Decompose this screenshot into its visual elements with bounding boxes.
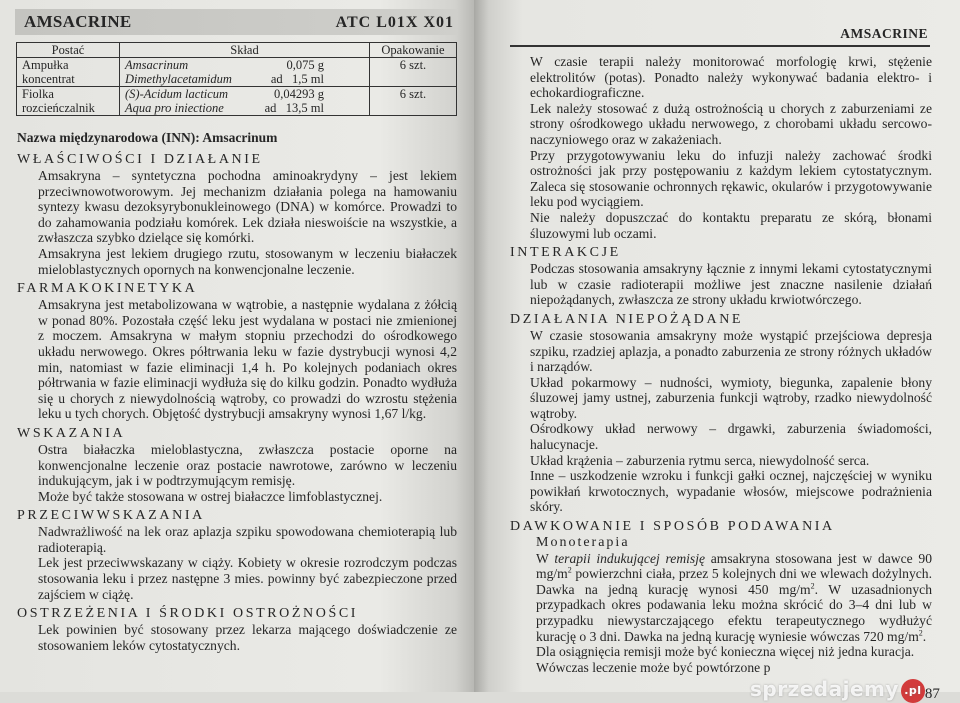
col-header: Skład [120,43,370,58]
running-header: AMSACRINE [840,26,928,41]
table-header-row [17,43,457,58]
ingredient-name: Dimethylacetamidum [125,72,232,86]
paragraph: Nie należy dopuszczać do kontaktu preparatu ze skórą, błonami śluzowymi lub oczami. [530,209,932,241]
paragraph: W czasie terapii należy monitorować morfologię krwi, stężenie elektrolitów (potas). Ponadto należy wykonywać badania elektro- i echokardiograficzne. [530,54,932,101]
paragraph: Amsakryna jest lekiem drugiego rzutu, stosowanym w leczeniu białaczek mieloblastycznych opornych na konwencjonalne leczenie. [38,245,457,277]
paragraph: Wówczas leczenie może być powtórzone p [536,659,771,675]
form-line: Ampułka [22,58,69,72]
section-heading: WSKAZANIA [17,425,126,441]
section-heading: WŁAŚCIWOŚCI I DZIAŁANIE [17,152,263,167]
composition-cell [120,58,370,87]
section-heading: FARMAKOKINETYKA [17,281,198,297]
section-heading: PRZECIWWSKAZANIA [17,508,205,524]
ingredient-amount: 1,5 ml [292,72,324,86]
text-run: . [922,628,927,644]
subheading-monotherapy: Monoterapia [536,535,630,551]
section-heading: OSTRZEŻENIA I ŚRODKI OSTROŻNOŚCI [17,606,359,622]
package-cell: 6 szt. [370,87,457,116]
italic-term: terapii indukującej remisję [554,550,706,566]
ingredient-amount: 13,5 ml [285,101,324,115]
col-header: Opakowanie [370,43,457,58]
superscript: 2 [810,581,815,591]
drug-title: AMSACRINE [24,12,132,31]
paragraph: Amsakryna jest metabolizowana w wątrobie, a następnie wydalana z żółcią w ponad 80%. Pozostała część leku jest wydalana w postaci nie zmienionej z moczem. Amsakryna w małym stopniu przechodzi do ośrodkowego układu nerwowego. Okres półtrwania leku w fazie dystrybucji wynosi 4,2 min, natomiast w fazie eliminacji 1,4 h. Po kolejnych podaniach okres półtrwania w fazie eliminacji wydłuża się do kilku godzin. Ponadto wydłuża się u chorych z niewydolnością wątroby, co prowadzi do wzrostu stężenia leku u tych chorych. Objętość dystrybucji amsakryny wynosi 1,67 l/kg. [38,297,457,422]
paragraph: Dla osiągnięcia remisji może być konieczna więcej niż jedna kuracja. [536,644,915,660]
paragraph: Nadwrażliwość na lek oraz aplazja szpiku spowodowana chemioterapią lub radioterapią. [38,524,457,555]
paragraph [536,551,932,645]
ingredient-name: Aqua pro iniectione [125,101,224,115]
form-cell [17,58,120,87]
text-run: powierzchni ciała, przez 5 kolejnych dni we wlewach dożylnych. Dawka na jedną kurację wynosi 450 mg/m [536,566,932,597]
paragraph: Amsakryna – syntetyczna pochodna aminoakrydyny – jest lekiem przeciwnowotworowym. Jej mechanizm działania polega na hamowaniu syntezy kwasu dezoksyrybonukleinowego (DNA) w komórce. Prowadzi to do zahamowania podziału komórek. Lek działa nieswoiście na wszystkie, a zwłaszcza szybko dzielące się komórki. [38,168,457,246]
superscript: 2 [567,565,572,575]
paragraph: Przy przygotowywaniu leku do infuzji należy zachować środki ostrożności jak przy postępowaniu z każdym lekiem cytostatycznym. Zaleca się stosowanie ochronnych rękawic, okularów i przygotowywanie leku pod wyciągiem. [530,147,932,210]
paragraph: Ośrodkowy układ nerwowy – drgawki, zaburzenia świadomości, halucynacje. [530,421,932,453]
ingredient-prefix: ad [264,101,277,115]
composition-cell [120,87,370,116]
ingredient-prefix: ad [270,72,283,86]
page-number: 87 [924,685,940,702]
text-run: W [536,550,555,566]
atc-code: ATC L01X X01 [335,14,454,31]
watermark [750,677,925,703]
table-row [17,58,457,87]
inn-name: Nazwa międzynarodowa (INN): Amsacrinum [17,130,278,145]
section-body [38,297,457,422]
section-heading: DZIAŁANIA NIEPOŻĄDANE [510,311,744,327]
section-body [530,261,932,308]
section-body [530,328,932,515]
warnings-continued [530,54,932,241]
left-page [0,0,474,692]
section-body [38,524,457,602]
page-footer [510,677,940,703]
header-rule [510,45,930,47]
package-cell: 6 szt. [370,58,457,87]
ingredient-amount: 0,04293 g [274,87,324,101]
watermark-text: sprzedajemy [750,677,899,702]
paragraph: Może być także stosowana w ostrej białaczce limfoblastycznej. [38,488,383,504]
paragraph: Ostra białaczka mieloblastyczna, zwłaszcza postacie oporne na konwencjonalne leczenie oraz postacie nawrotowe, zarówno w leczeniu indukującym, jak i w podtrzymującym remisję. [38,441,457,489]
form-line: rozcieńczalnik [22,101,95,115]
ingredient-amount: 0,075 g [286,58,324,72]
section-body [38,622,457,653]
dosage-body [536,535,932,675]
paragraph: W czasie stosowania amsakryny może wystąpić przejściowa depresja szpiku, rzadziej aplazja, a ponadto zaburzenia ze strony różnych układów i narządów. [530,327,932,375]
left-page-content [17,130,457,653]
paragraph: Lek należy stosować z dużą ostrożnością u chorych z zaburzeniami ze strony ośrodkowego układu nerwowego, z chorobami układu sercowo-naczyniowego oraz w zakażeniach. [530,100,932,147]
form-cell [17,87,120,116]
section-body [38,168,457,277]
paragraph: Lek jest przeciwwskazany w ciąży. Kobiety w okresie rozrodczym podczas stosowania leku i przez następne 3 mies. powinny być zabezpieczone przed zajściem w ciążę. [38,555,457,602]
section-heading: INTERAKCJE [510,245,621,261]
section-heading: DAWKOWANIE I SPOSÓB PODAWANIA [510,519,835,535]
paragraph: Podczas stosowania amsakryny łącznie z innymi lekami cytostatycznymi lub w czasie radioterapii możliwe jest znaczne nasilenie działań niepożądanych, zwłaszcza ze strony układu krwiotwórczego. [530,261,932,308]
watermark-badge: .pl [901,679,925,703]
superscript: 2 [918,628,923,638]
text-run: . W uzasadnionych przypadkach okres podawania leku można skrócić do 3–4 dni lub w przypadku niewystarczającego efektu terapeutycznego wydłużyć kurację o 3 dni. Dawka na jedną kurację wyniesie wówczas 720 mg/m [536,581,932,644]
ingredient-name: Amsacrinum [125,58,189,72]
right-page-content [510,54,940,703]
table-row [17,87,457,116]
text-run: amsakryna stosowana jest w dawce 90 mg/m [536,550,932,582]
right-page [474,0,960,702]
form-line: koncentrat [22,72,75,86]
ingredient-name: (S)-Acidum lacticum [125,87,229,101]
paragraph: Układ pokarmowy – nudności, wymioty, biegunka, zapalenie błony śluzowej jamy ustnej, zaburzenia funkcji wątroby, rzadko niewydolność wątroby. [530,374,932,421]
composition-table [16,42,457,116]
col-header: Postać [17,43,120,58]
paragraph: Inne – uszkodzenie wzroku i funkcji gałki ocznej, najczęściej w wyniku powikłań krwotocznych, wypadanie włosów, miejscowe podrażnienia skóry. [530,468,932,515]
form-line: Fiolka [22,87,54,101]
paragraph: Układ krążenia – zaburzenia rytmu serca, niewydolność serca. [530,452,870,468]
paragraph: Lek powinien być stosowany przez lekarza mającego doświadczenie ze stosowaniem leków cytostatycznych. [38,622,457,653]
section-body [38,442,457,504]
